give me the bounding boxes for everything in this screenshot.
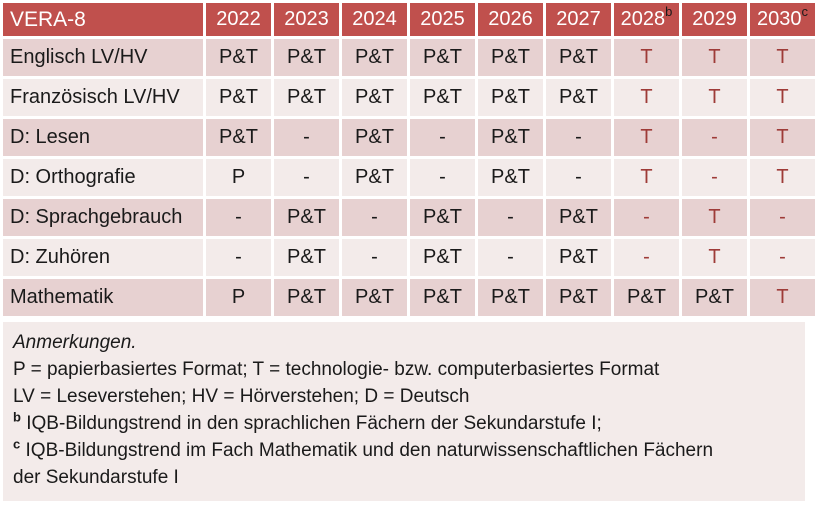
cell: P&T — [546, 79, 611, 116]
cell: P&T — [342, 159, 407, 196]
cell: - — [546, 159, 611, 196]
cell: P&T — [546, 199, 611, 236]
cell: - — [410, 159, 475, 196]
cell: - — [614, 199, 679, 236]
cell: P&T — [614, 279, 679, 316]
cell: P&T — [682, 279, 747, 316]
row-englisch — [3, 39, 815, 76]
year-header-2023: 2023 — [274, 3, 339, 36]
row-d-orthografie — [3, 159, 815, 196]
cell: P&T — [206, 39, 271, 76]
cell: - — [750, 199, 815, 236]
subject-label: D: Lesen — [3, 119, 203, 156]
row-franzoesisch — [3, 79, 815, 116]
row-mathematik — [3, 279, 815, 316]
row-d-zuhoeren — [3, 239, 815, 276]
cell: T — [750, 79, 815, 116]
cell: P&T — [478, 39, 543, 76]
note-b — [13, 410, 795, 437]
cell: - — [478, 239, 543, 276]
cell: P&T — [478, 279, 543, 316]
cell: T — [614, 119, 679, 156]
cell: P&T — [342, 39, 407, 76]
cell: P&T — [342, 79, 407, 116]
year-header-2026: 2026 — [478, 3, 543, 36]
cell: P&T — [546, 279, 611, 316]
cell: - — [410, 119, 475, 156]
cell: T — [614, 39, 679, 76]
cell: P&T — [478, 119, 543, 156]
superscript-c: c — [13, 436, 21, 452]
cell: - — [342, 239, 407, 276]
cell: P&T — [410, 39, 475, 76]
cell: T — [682, 39, 747, 76]
cell: P — [206, 279, 271, 316]
cell: T — [614, 159, 679, 196]
cell: - — [206, 199, 271, 236]
row-d-lesen — [3, 119, 815, 156]
cell: - — [342, 199, 407, 236]
year-header-2025: 2025 — [410, 3, 475, 36]
cell: T — [682, 79, 747, 116]
subject-label: Englisch LV/HV — [3, 39, 203, 76]
cell: P&T — [342, 119, 407, 156]
subject-label: D: Sprachgebrauch — [3, 199, 203, 236]
cell: T — [750, 279, 815, 316]
cell: T — [682, 239, 747, 276]
cell: P&T — [478, 79, 543, 116]
header-row — [3, 3, 815, 36]
cell: P&T — [410, 199, 475, 236]
table-title: VERA-8 — [3, 3, 203, 36]
note-b-text: IQB-Bildungstrend in den sprachlichen Fächern der Sekundarstufe I; — [20, 413, 602, 434]
cell: P — [206, 159, 271, 196]
cell: P&T — [274, 279, 339, 316]
cell: P&T — [410, 279, 475, 316]
cell: - — [682, 119, 747, 156]
note-c-text: IQB-Bildungstrend im Fach Mathematik und den naturwissenschaftlichen Fächern der Sekundarstufe I — [13, 440, 714, 488]
year-header-2028: 2028$^b$ — [614, 3, 679, 36]
year-header-2030: 2030$^c$ — [750, 3, 815, 36]
note-format-legend: P = papierbasiertes Format; T = technologie- bzw. computerbasiertes Format — [13, 359, 660, 380]
cell: P&T — [478, 159, 543, 196]
superscript-c: c — [801, 4, 808, 20]
subject-label: Französisch LV/HV — [3, 79, 203, 116]
cell: - — [478, 199, 543, 236]
cell: - — [614, 239, 679, 276]
subject-label: Mathematik — [3, 279, 203, 316]
note-c — [13, 437, 728, 491]
cell: P&T — [410, 239, 475, 276]
cell: T — [750, 159, 815, 196]
cell: P&T — [274, 79, 339, 116]
cell: P&T — [274, 39, 339, 76]
cell: T — [750, 119, 815, 156]
cell: P&T — [274, 239, 339, 276]
table-notes — [3, 322, 805, 501]
cell: - — [682, 159, 747, 196]
cell: - — [206, 239, 271, 276]
year-header-2024: 2024 — [342, 3, 407, 36]
cell: P&T — [546, 239, 611, 276]
cell: P&T — [206, 119, 271, 156]
cell: P&T — [342, 279, 407, 316]
cell: P&T — [546, 39, 611, 76]
cell: - — [546, 119, 611, 156]
notes-heading: Anmerkungen. — [13, 332, 137, 353]
cell: T — [750, 39, 815, 76]
cell: - — [750, 239, 815, 276]
cell: P&T — [206, 79, 271, 116]
cell: P&T — [274, 199, 339, 236]
year-header-2029: 2029 — [682, 3, 747, 36]
superscript-b: b — [13, 409, 21, 425]
cell: - — [274, 119, 339, 156]
cell: P&T — [410, 79, 475, 116]
year-header-2027: 2027 — [546, 3, 611, 36]
superscript-b: b — [665, 4, 673, 20]
cell: T — [614, 79, 679, 116]
row-d-sprachgebrauch — [3, 199, 815, 236]
cell: - — [274, 159, 339, 196]
subject-label: D: Orthografie — [3, 159, 203, 196]
year-header-2022: 2022 — [206, 3, 271, 36]
cell: T — [682, 199, 747, 236]
subject-label: D: Zuhören — [3, 239, 203, 276]
note-abbreviation-legend: LV = Leseverstehen; HV = Hörverstehen; D = Deutsch — [13, 386, 470, 407]
